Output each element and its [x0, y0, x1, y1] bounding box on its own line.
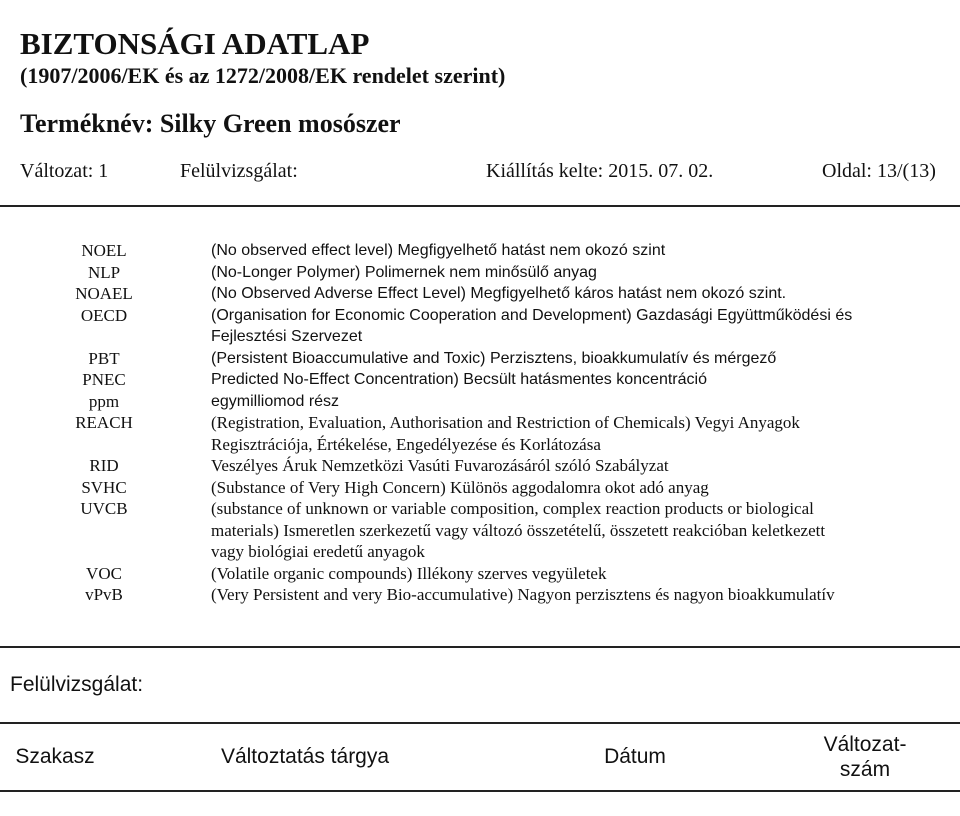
table-row: [0, 412, 960, 434]
product-name: Terméknév: Silky Green mosószer: [20, 109, 401, 138]
abbr-definition: (substance of unknown or variable composition, complex reaction products or biological: [211, 499, 814, 518]
abbr-term: REACH: [75, 413, 133, 432]
abbr-term: RID: [89, 456, 119, 475]
abbr-definition: (Registration, Evaluation, Authorisation and Restriction of Chemicals) Vegyi Anyagok: [211, 413, 800, 432]
table-row: [0, 477, 960, 499]
revision-table: [0, 722, 960, 792]
version-header-line1: Változat-: [823, 732, 907, 756]
abbr-term: ppm: [88, 391, 120, 411]
abbr-term: NOAEL: [75, 284, 133, 303]
abbreviation-table: [0, 240, 960, 606]
abbr-definition-continued: vagy biológiai eredetű anyagok: [211, 542, 425, 561]
table-row: [0, 498, 960, 520]
header-rule: [0, 205, 960, 207]
table-row: [0, 584, 960, 606]
review-label: Felülvizsgálat:: [180, 160, 298, 182]
abbr-definition: (No-Longer Polymer) Polimernek nem minősülő anyag: [211, 263, 597, 281]
table-row: [0, 391, 960, 413]
abbr-definition: (No Observed Adverse Effect Level) Megfigyelhető káros hatást nem okozó szint.: [211, 285, 787, 302]
section-rule: [0, 646, 960, 648]
table-row: [0, 326, 960, 348]
table-row: [0, 541, 960, 563]
abbr-definition: Veszélyes Áruk Nemzetközi Vasúti Fuvarozásáról szóló Szabályzat: [211, 456, 669, 475]
column-header-date: Dátum: [604, 744, 666, 768]
abbr-term: PBT: [88, 348, 120, 368]
abbr-term: NLP: [87, 262, 121, 282]
table-row: [0, 283, 960, 305]
abbr-definition-continued: materials) Ismeretlen szerkezetű vagy változó összetételű, összetett reakcióban keletkezett: [211, 520, 826, 540]
column-header-section: Szakasz: [15, 744, 95, 768]
abbr-term: UVCB: [80, 499, 128, 518]
revision-label: Felülvizsgálat:: [10, 673, 144, 696]
abbr-definition: (Very Persistent and very Bio-accumulative) Nagyon perzisztens és nagyon bioakkumulatív: [211, 585, 835, 604]
column-header-change: Változtatás tárgya: [220, 744, 390, 768]
page-title: BIZTONSÁGI ADATLAP: [20, 26, 370, 61]
abbr-term: OECD: [80, 305, 128, 325]
abbr-term: NOEL: [81, 241, 127, 260]
issue-date: Kiállítás kelte: 2015. 07. 02.: [486, 160, 714, 182]
table-row: [0, 262, 960, 284]
abbr-definition-continued: Fejlesztési Szervezet: [211, 328, 363, 345]
table-header-row: [0, 724, 960, 790]
abbr-definition: (Substance of Very High Concern) Különös aggodalomra okot adó anyag: [211, 477, 709, 497]
table-row: [0, 240, 960, 262]
abbr-term: VOC: [86, 563, 122, 583]
abbr-term: PNEC: [82, 370, 126, 389]
column-header-version: [770, 724, 960, 790]
abbr-definition-continued: Regisztrációja, Értékelése, Engedélyezése és Korlátozása: [211, 434, 601, 454]
abbr-definition: egymilliomod rész: [211, 392, 340, 410]
table-row: [0, 348, 960, 370]
abbr-term: vPvB: [85, 585, 123, 604]
version-label: Változat: 1: [20, 160, 109, 182]
version-header-line2: szám: [839, 757, 891, 781]
regulation-subtitle: (1907/2006/EK és az 1272/2008/EK rendelet szerint): [20, 63, 506, 88]
abbr-definition: (No observed effect level) Megfigyelhető hatást nem okozó szint: [211, 242, 666, 259]
abbr-definition: (Persistent Bioaccumulative and Toxic) Perzisztens, bioakkumulatív és mérgező: [211, 349, 777, 367]
table-row: [0, 305, 960, 327]
table-row: [0, 369, 960, 391]
table-row: [0, 563, 960, 585]
abbr-definition: (Volatile organic compounds) Illékony szerves vegyületek: [211, 563, 607, 583]
table-row: [0, 520, 960, 542]
table-row: [0, 434, 960, 456]
abbr-definition: (Organisation for Economic Cooperation and Development) Gazdasági Együttműködési és: [211, 306, 853, 324]
page-number: Oldal: 13/(13): [822, 160, 936, 182]
abbr-definition: Predicted No-Effect Concentration) Becsült hatásmentes koncentráció: [211, 371, 707, 388]
table-row: [0, 455, 960, 477]
abbr-term: SVHC: [81, 477, 127, 497]
